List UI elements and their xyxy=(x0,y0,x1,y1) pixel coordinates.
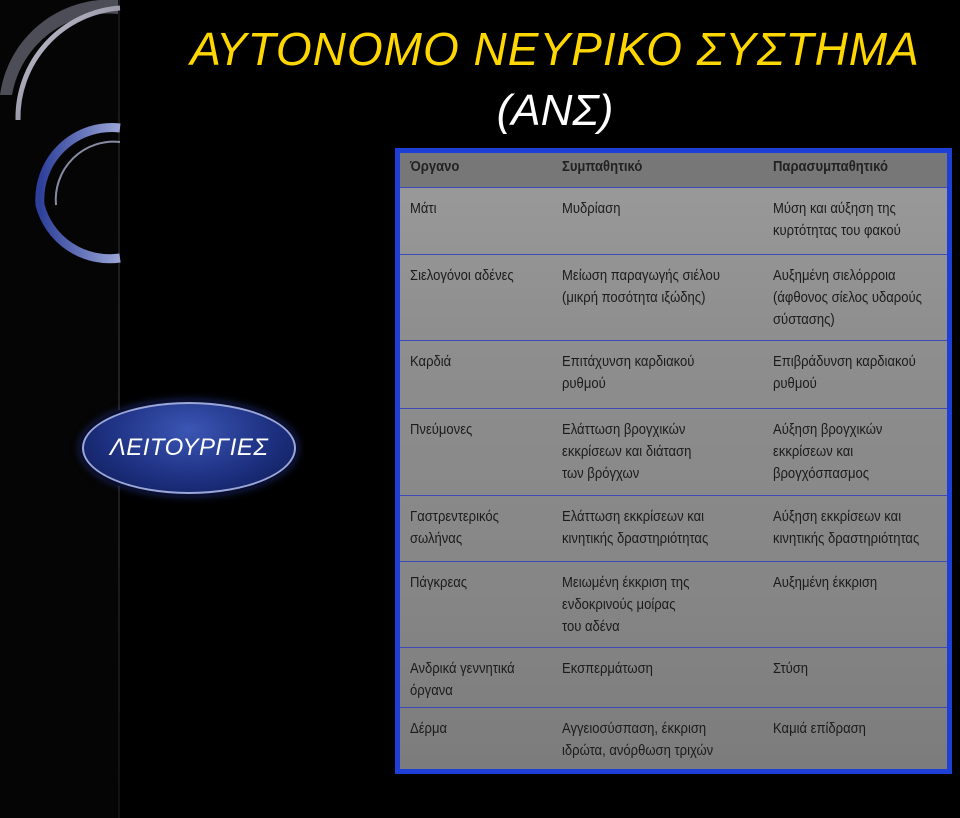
slide-title: ΑΥΤΟΝΟΜΟ ΝΕΥΡΙΚΟ ΣΥΣΤΗΜΑ xyxy=(190,23,920,75)
table-row xyxy=(400,340,947,408)
sympathetic-cell: Μυδρίαση xyxy=(562,201,621,217)
sympathetic-cell: Αγγειοσύσπαση, έκκριση ιδρώτα, ανόρθωση τριχών xyxy=(562,721,714,759)
table-row xyxy=(400,408,947,495)
functions-button-label: ΛΕΙΤΟΥΡΓΙΕΣ xyxy=(109,434,269,461)
organ-cell: Πνεύμονες xyxy=(410,422,473,438)
table-header-row xyxy=(400,153,947,187)
organ-cell: Ανδρικά γεννητικά όργανα xyxy=(410,661,515,699)
organ-cell: Σιελογόνοι αδένες xyxy=(410,268,514,284)
parasympathetic-cell: Αυξημένη σιελόρροια (άφθονος σίελος υδαρούς σύστασης) xyxy=(773,268,922,328)
organ-cell: Γαστρεντερικός σωλήνας xyxy=(410,509,499,547)
organ-cell: Μάτι xyxy=(410,201,437,217)
table-row xyxy=(400,561,947,647)
organ-cell: Δέρμα xyxy=(410,721,448,737)
table-row xyxy=(400,187,947,254)
functions-table-image xyxy=(395,148,952,774)
functions-button[interactable] xyxy=(82,402,296,494)
parasympathetic-cell: Αύξηση εκκρίσεων και κινητικής δραστηριότητας xyxy=(773,509,920,547)
header-sympathetic: Συμπαθητικό xyxy=(562,159,643,175)
header-parasympathetic: Παρασυμπαθητικό xyxy=(773,159,889,175)
sympathetic-cell: Ελάττωση εκκρίσεων και κινητικής δραστηριότητας xyxy=(562,509,709,547)
sympathetic-cell: Μείωση παραγωγής σιέλου (μικρή ποσότητα ιξώδης) xyxy=(562,268,720,306)
parasympathetic-cell: Καμιά επίδραση xyxy=(773,721,866,737)
organ-cell: Πάγκρεας xyxy=(410,575,468,591)
organ-cell: Καρδιά xyxy=(410,354,452,370)
decorative-arcs xyxy=(0,0,130,300)
parasympathetic-cell: Μύση και αύξηση της κυρτότητας του φακού xyxy=(773,201,901,239)
table-row xyxy=(400,254,947,340)
sympathetic-cell: Εκσπερμάτωση xyxy=(562,661,653,677)
parasympathetic-cell: Αύξηση βρογχικών εκκρίσεων και βρογχόσπασμος xyxy=(773,422,883,482)
sympathetic-cell: Μειωμένη έκκριση της ενδοκρινούς μοίρας του αδένα xyxy=(562,575,690,635)
sympathetic-cell: Επιτάχυνση καρδιακού ρυθμού xyxy=(562,354,695,392)
table-row xyxy=(400,707,947,774)
parasympathetic-cell: Στύση xyxy=(773,661,809,677)
header-organ: Όργανο xyxy=(410,159,460,175)
slide-subtitle: (ΑΝΣ) xyxy=(496,86,614,135)
table-row xyxy=(400,495,947,561)
parasympathetic-cell: Επιβράδυνση καρδιακού ρυθμού xyxy=(773,354,916,392)
sympathetic-cell: Ελάττωση βρογχικών εκκρίσεων και διάταση των βρόγχων xyxy=(562,422,692,482)
table-row xyxy=(400,647,947,707)
parasympathetic-cell: Αυξημένη έκκριση xyxy=(773,575,878,591)
